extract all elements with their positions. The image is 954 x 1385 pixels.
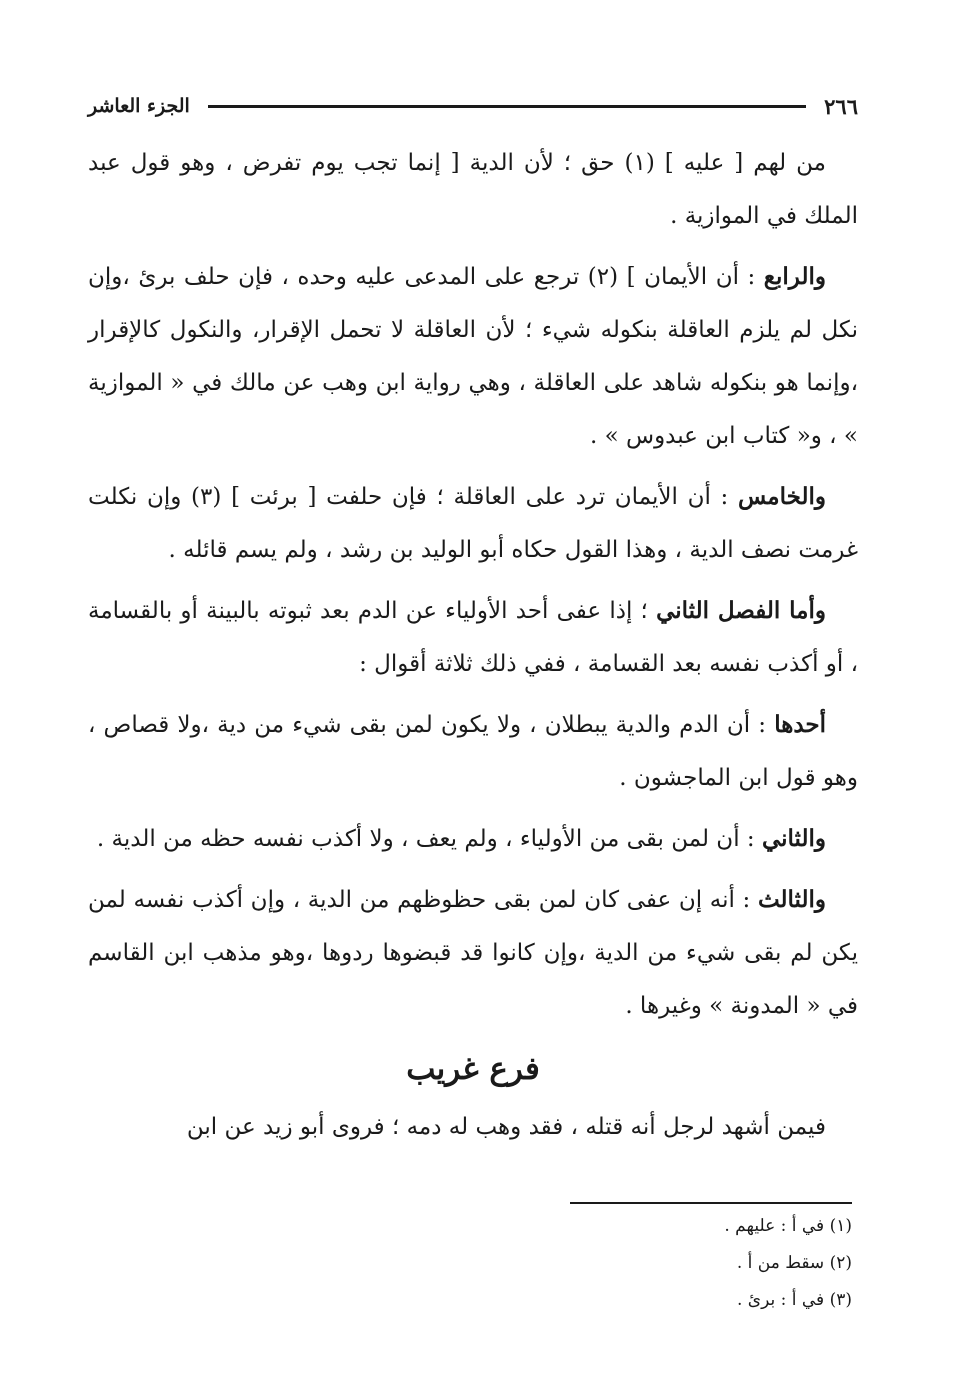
footnote-1: (١) في أ : عليهم . xyxy=(724,1216,852,1236)
page-number: ٢٦٦ xyxy=(824,93,858,119)
header-rule xyxy=(208,105,806,108)
paragraph-lead: أحدها xyxy=(774,711,827,738)
paragraph-text: ؛ إذا عفى أحد الأولياء عن الدم بعد ثبوته بالبينة أو بالقسامة ، أو أكذب نفسه بعد القسامة ، ففي ذلك ثلاثة أقوال : xyxy=(88,598,858,677)
paragraph-4 xyxy=(88,584,858,691)
paragraph-7 xyxy=(88,873,858,1033)
paragraph-text: : أن الدم والدية يبطلان ، ولا يكون لمن بقى شيء من دية ،ولا قصاص ، وهو قول ابن الماجشون . xyxy=(88,712,858,791)
paragraph-text: فيمن أشهد لرجل أنه قتله ، فقد وهب له دمه ؛ فروى أبو زيد عن ابن xyxy=(186,1114,826,1140)
paragraph-lead: والثاني xyxy=(761,825,826,852)
footnote-2: (٢) سقط من أ . xyxy=(736,1253,852,1273)
paragraph-text: : أنه إن عفى كان لمن بقى حظوظهم من الدية ، وإن أكذب نفسه لمن يكن لم بقى شيء من الدية ،وإن كانوا قد قبضوها ردوها ،وهو مذهب ابن القاسم في « المدونة » وغيرها . xyxy=(88,887,858,1019)
footnotes xyxy=(560,1208,852,1319)
paragraph-text: : أن لمن بقى من الأولياء ، ولم يعف ، ولا أكذب نفسه حظه من الدية . xyxy=(96,826,755,852)
running-title: الجزء العاشر xyxy=(88,95,190,117)
page-header xyxy=(88,86,858,126)
paragraph-lead: والثالث xyxy=(757,886,826,913)
paragraph-8 xyxy=(88,1100,858,1154)
paragraph-6 xyxy=(88,812,858,866)
paragraph-3 xyxy=(88,470,858,577)
paragraph-lead: والخامس xyxy=(737,483,826,510)
paragraph-text: : أن الأيمان ترد على العاقلة ؛ فإن حلفت [ برئت ] (٣) وإن نكلت غرمت نصف الدية ، وهذا القول حكاه أبو الوليد بن رشد ، ولم يسم قائله . xyxy=(88,484,858,563)
footnote-3: (٣) في أ : برئ . xyxy=(736,1290,852,1310)
body-text xyxy=(88,136,858,1161)
paragraph-5 xyxy=(88,698,858,805)
paragraph-1 xyxy=(88,136,858,243)
footnote-rule xyxy=(570,1202,852,1204)
paragraph-lead: والرابع xyxy=(763,263,826,290)
paragraph-text: من لهم [ عليه ] (١) حق ؛ لأن الدية [ إنما تجب يوم تفرض ، وهو قول عبد الملك في الموازية . xyxy=(88,150,858,229)
paragraph-text: : أن الأيمان ] (٢) ترجع على المدعى عليه وحده ، فإن حلف برئ ،وإن نكل لم يلزم العاقلة بنكوله شيء ؛ لأن العاقلة لا تحمل الإقرار، والنكول كالإقرار ،وإنما هو بنكوله شاهد على العاقلة ، وهي رواية ابن وهب عن مالك في « الموازية » ، و« كتاب ابن عبدوس » . xyxy=(88,264,858,449)
paragraph-2 xyxy=(88,250,858,463)
paragraph-lead: وأما الفصل الثاني xyxy=(656,597,827,624)
section-subheading: فرع غريب xyxy=(406,1051,540,1087)
